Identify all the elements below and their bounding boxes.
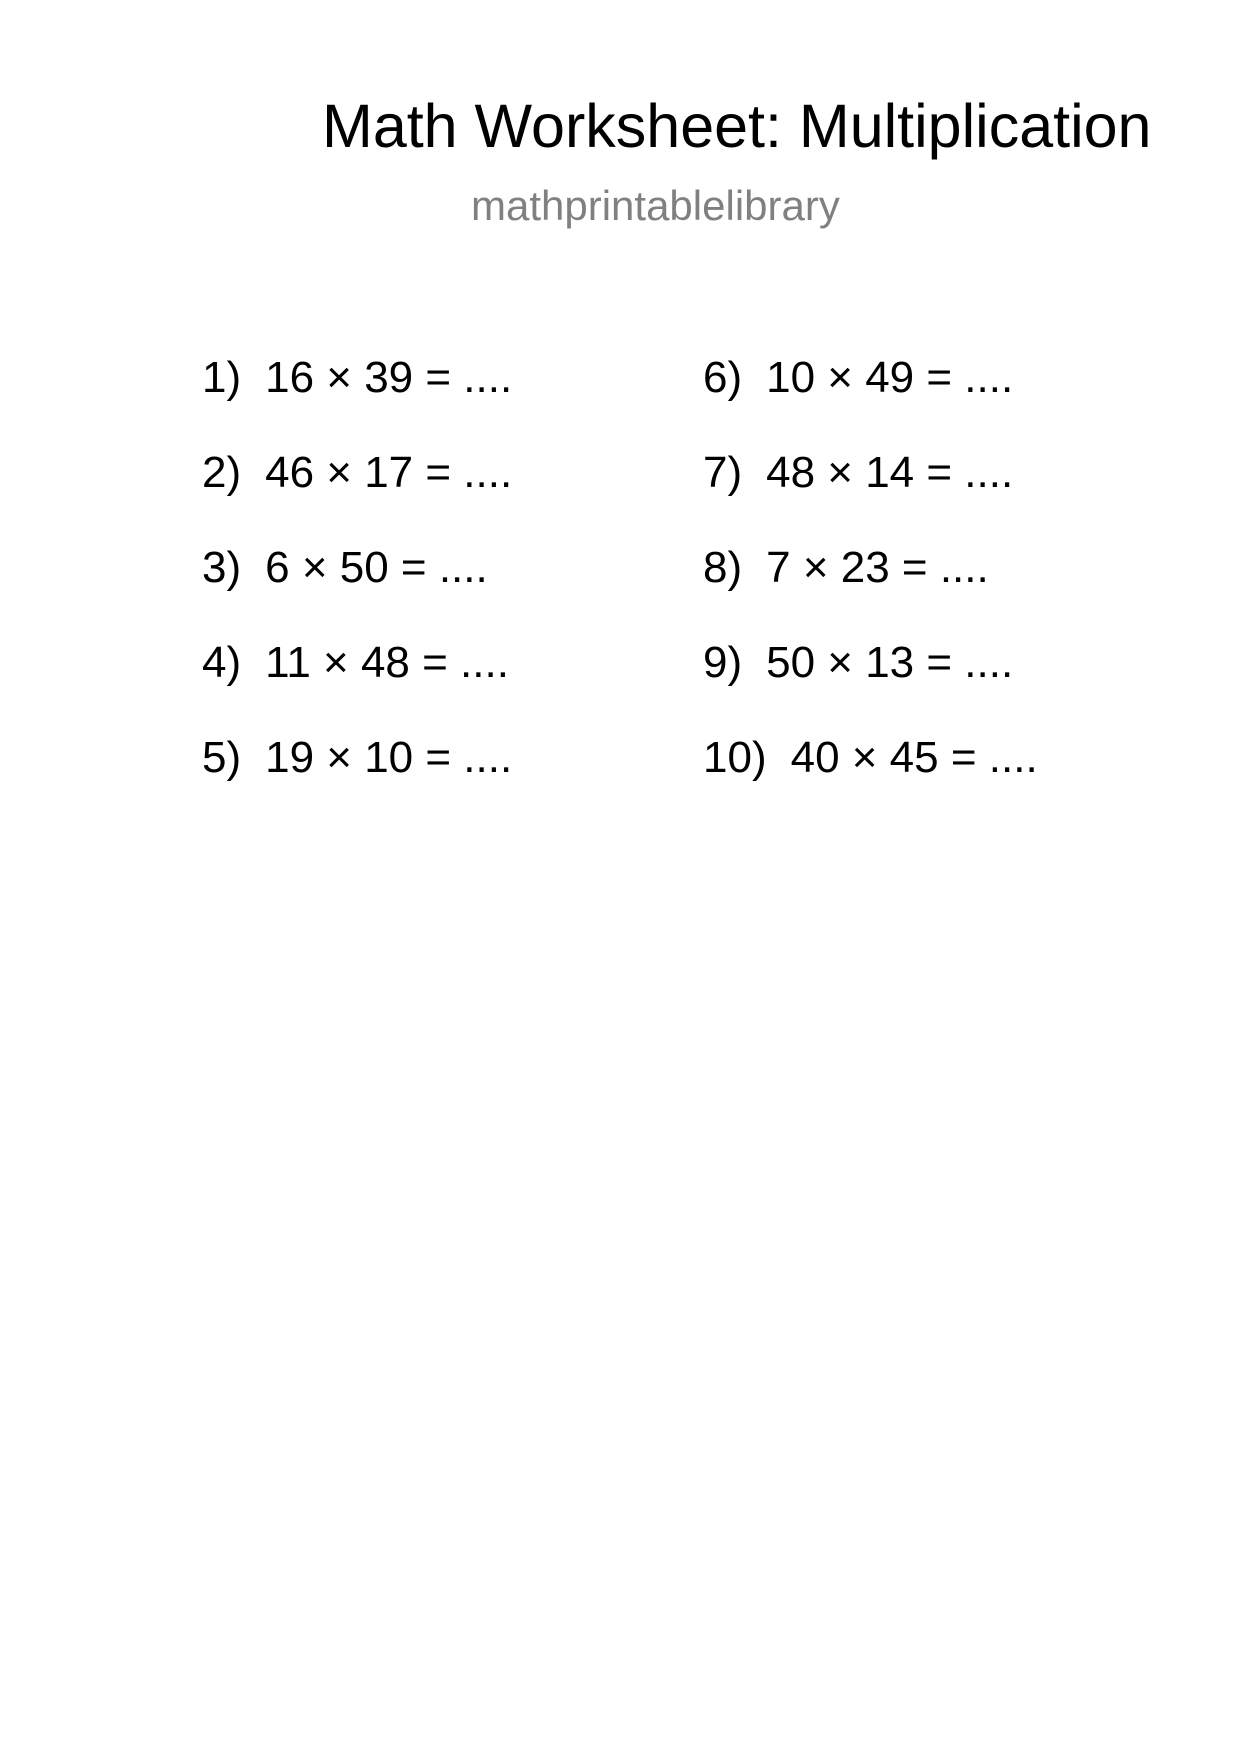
problem-expression: 7 × 23 = .... <box>766 543 989 592</box>
problem-item <box>202 543 488 592</box>
worksheet-source: mathprintablelibrary <box>471 182 840 229</box>
problem-item <box>202 733 513 782</box>
problem-number: 7) <box>703 448 743 497</box>
problem-expression: 11 × 48 = .... <box>265 638 509 687</box>
problem-number: 2) <box>202 448 242 497</box>
problem-number: 1) <box>202 353 242 402</box>
problem-number: 3) <box>202 543 242 592</box>
problem-expression: 10 × 49 = .... <box>766 353 1014 402</box>
problem-number: 6) <box>703 353 743 402</box>
problem-item <box>703 638 1014 687</box>
problem-expression: 16 × 39 = .... <box>265 353 513 402</box>
problem-item <box>703 353 1014 402</box>
problem-item <box>202 638 509 687</box>
problem-expression: 40 × 45 = .... <box>790 733 1038 782</box>
problem-item <box>703 543 989 592</box>
problem-expression: 46 × 17 = .... <box>265 448 513 497</box>
problem-item <box>202 353 513 402</box>
problem-number: 9) <box>703 638 743 687</box>
problem-item <box>703 448 1014 497</box>
problem-number: 5) <box>202 733 242 782</box>
problem-item <box>703 733 1038 782</box>
problem-expression: 6 × 50 = .... <box>265 543 488 592</box>
problem-number: 4) <box>202 638 242 687</box>
problem-number: 8) <box>703 543 743 592</box>
problem-expression: 48 × 14 = .... <box>766 448 1014 497</box>
problem-number: 10) <box>703 733 767 782</box>
problem-expression: 19 × 10 = .... <box>265 733 513 782</box>
problem-item <box>202 448 513 497</box>
problem-expression: 50 × 13 = .... <box>766 638 1014 687</box>
worksheet-title: Math Worksheet: Multiplication <box>322 92 1152 160</box>
